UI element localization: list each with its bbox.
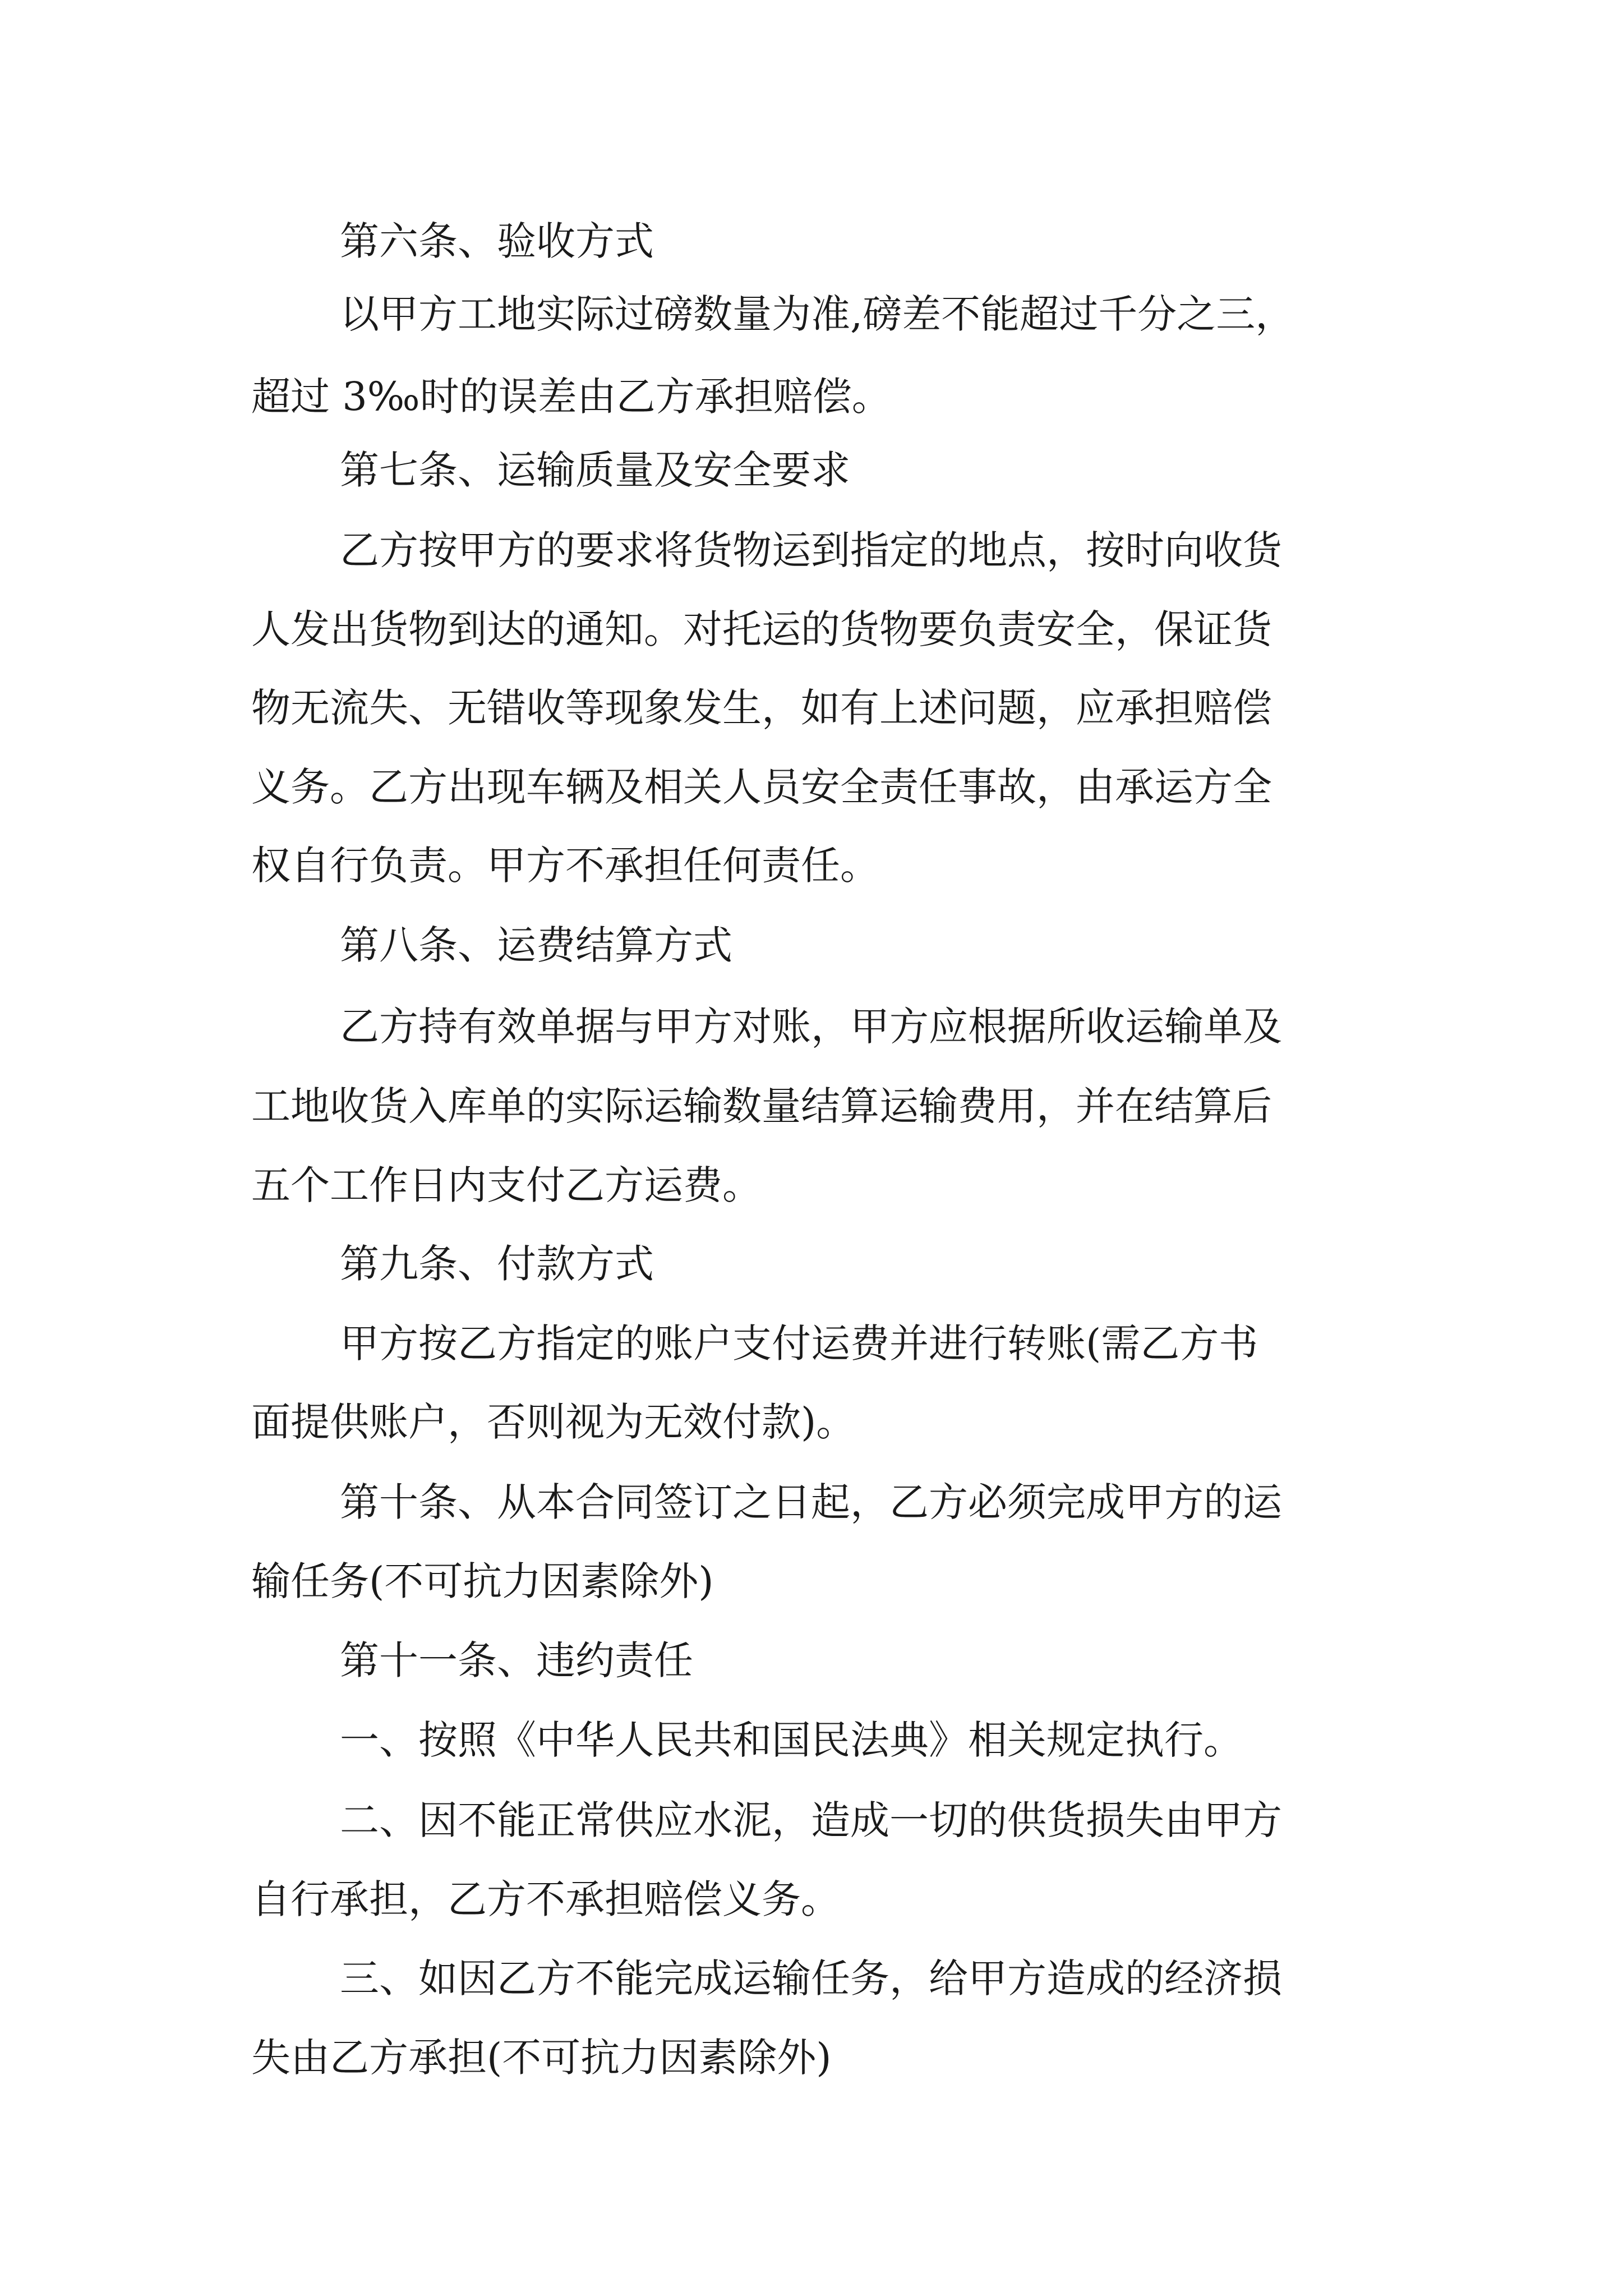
clause-6-heading: 第六条、验收方式 — [340, 218, 654, 264]
clause-9-heading: 第九条、付款方式 — [340, 1241, 654, 1287]
clause-10-text-line: 第十条、从本合同签订之日起，乙方必须完成甲方的运 — [340, 1479, 1282, 1525]
clause-11-item-2-line: 自行承担，乙方不承担赔偿义务。 — [251, 1876, 840, 1922]
clause-11-item-1: 一、按照《中华人民共和国民法典》相关规定执行。 — [340, 1717, 1243, 1763]
clause-11-item-3-line: 失由乙方承担(不可抗力因素除外) — [251, 2035, 832, 2081]
clause-7-text-line: 义务。乙方出现车辆及相关人员安全责任事故，由承运方全 — [251, 764, 1272, 810]
clause-11-item-2-line: 二、因不能正常供应水泥，造成一切的供货损失由甲方 — [340, 1797, 1282, 1843]
clause-8-text-line: 工地收货入库单的实际运输数量结算运输费用，并在结算后 — [251, 1083, 1272, 1129]
clause-9-text-line: 甲方按乙方指定的账户支付运费并进行转账(需乙方书 — [340, 1320, 1258, 1366]
clause-6-text-line: 以甲方工地实际过磅数量为准,磅差不能超过千分之三， — [340, 291, 1295, 337]
clause-11-heading: 第十一条、违约责任 — [340, 1637, 693, 1683]
clause-9-text-line: 面提供账户，否则视为无效付款)。 — [251, 1399, 856, 1445]
clause-10-text-line: 输任务(不可抗力因素除外) — [251, 1558, 714, 1604]
clause-11-item-3-line: 三、如因乙方不能完成运输任务，给甲方造成的经济损 — [340, 1955, 1282, 2001]
clause-6-text-line: 超过 3‰时的误差由乙方承担赔偿。 — [251, 374, 891, 420]
clause-7-heading: 第七条、运输质量及安全要求 — [340, 447, 850, 493]
clause-8-heading: 第八条、运费结算方式 — [340, 922, 732, 968]
clause-7-text-line: 权自行负责。甲方不承担任何责任。 — [251, 843, 879, 889]
clause-8-text-line: 五个工作日内支付乙方运费。 — [251, 1162, 762, 1208]
clause-7-text-line: 乙方按甲方的要求将货物运到指定的地点，按时向收货 — [340, 527, 1282, 573]
clause-8-text-line: 乙方持有效单据与甲方对账，甲方应根据所收运输单及 — [340, 1004, 1282, 1050]
clause-7-text-line: 物无流失、无错收等现象发生，如有上述问题，应承担赔偿 — [251, 685, 1272, 731]
clause-7-text-line: 人发出货物到达的通知。对托运的货物要负责安全，保证货 — [251, 606, 1272, 652]
